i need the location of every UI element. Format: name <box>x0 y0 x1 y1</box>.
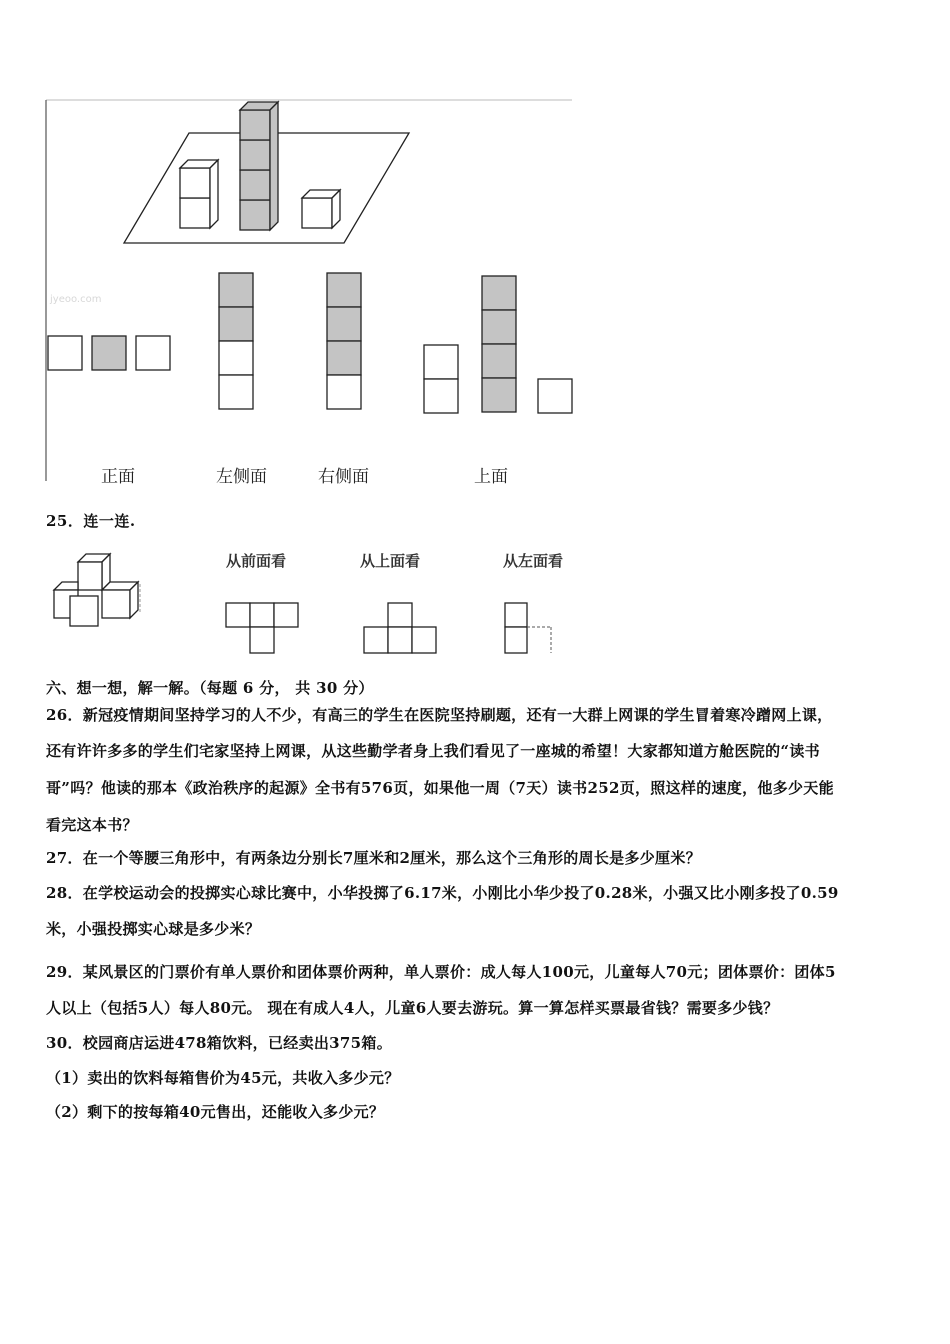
top-view <box>424 276 572 413</box>
right-side-view <box>327 273 361 409</box>
label-front: 正面 <box>101 467 135 487</box>
q25-caption-top: 从上面看 <box>360 552 421 570</box>
cube-single-right <box>302 190 340 228</box>
q25-solid-figure <box>48 548 148 632</box>
cube-views-figure <box>44 98 574 483</box>
q26-line-4: 看完这本书？ <box>46 816 138 834</box>
q30-line-1: 30．校园商店运进478箱饮料，已经卖出375箱。 <box>46 1034 392 1052</box>
left-side-view <box>219 273 253 409</box>
front-view <box>48 336 170 370</box>
q25-view-top <box>362 600 442 656</box>
section6-heading: 六、想一想，解一解。（每题 6 分， 共 30 分） <box>46 679 374 697</box>
cube-stack-middle <box>240 102 278 230</box>
q28-line-2: 米，小强投掷实心球是多少米？ <box>46 920 261 938</box>
q25-caption-left: 从左面看 <box>503 552 564 570</box>
q25-view-front <box>224 600 304 656</box>
label-top: 上面 <box>474 467 508 487</box>
q27-line-1: 27．在一个等腰三角形中，有两条边分别长7厘米和2厘米，那么这个三角形的周长是多少厘米？ <box>46 849 701 867</box>
q28-line-1: 28．在学校运动会的投掷实心球比赛中，小华投掷了6.17米，小刚比小华少投了0.28米，小强又比小刚多投了0.59 <box>46 884 839 902</box>
q30-line-3: （2）剩下的按每箱40元售出，还能收入多少元？ <box>46 1103 385 1121</box>
q25-view-left <box>503 600 559 656</box>
q26-line-2: 还有许许多多的学生们宅家坚持上网课，从这些勤学者身上我们看见了一座城的希望！大家都知道方舱医院的“读书 <box>46 742 820 760</box>
cube-stack-left <box>180 160 218 228</box>
q30-line-2: （1）卖出的饮料每箱售价为45元，共收入多少元？ <box>46 1069 400 1087</box>
q26-line-1: 26．新冠疫情期间坚持学习的人不少，有高三的学生在医院坚持刷题，还有一大群上网课的学生冒着寒冷蹭网上课， <box>46 706 833 724</box>
q29-line-1: 29．某风景区的门票价有单人票价和团体票价两种，单人票价：成人每人100元，儿童每人70元；团体票价：团体5 <box>46 963 836 981</box>
label-left-side: 左侧面 <box>216 467 267 487</box>
q25-caption-front: 从前面看 <box>226 552 287 570</box>
q26-line-3: 哥”吗？他读的那本《政治秩序的起源》全书有576页，如果他一周（7天）读书252页，照这样的速度，他多少天能 <box>46 779 834 797</box>
svg-text:jyeoo.com: jyeoo.com <box>50 294 102 305</box>
q29-line-2: 人以上（包括5人）每人80元。 现在有成人4人，儿童6人要去游玩。算一算怎样买票最省钱？需要多少钱？ <box>46 999 779 1017</box>
q25-title: 25．连一连. <box>46 512 136 530</box>
label-right-side: 右侧面 <box>318 467 369 487</box>
